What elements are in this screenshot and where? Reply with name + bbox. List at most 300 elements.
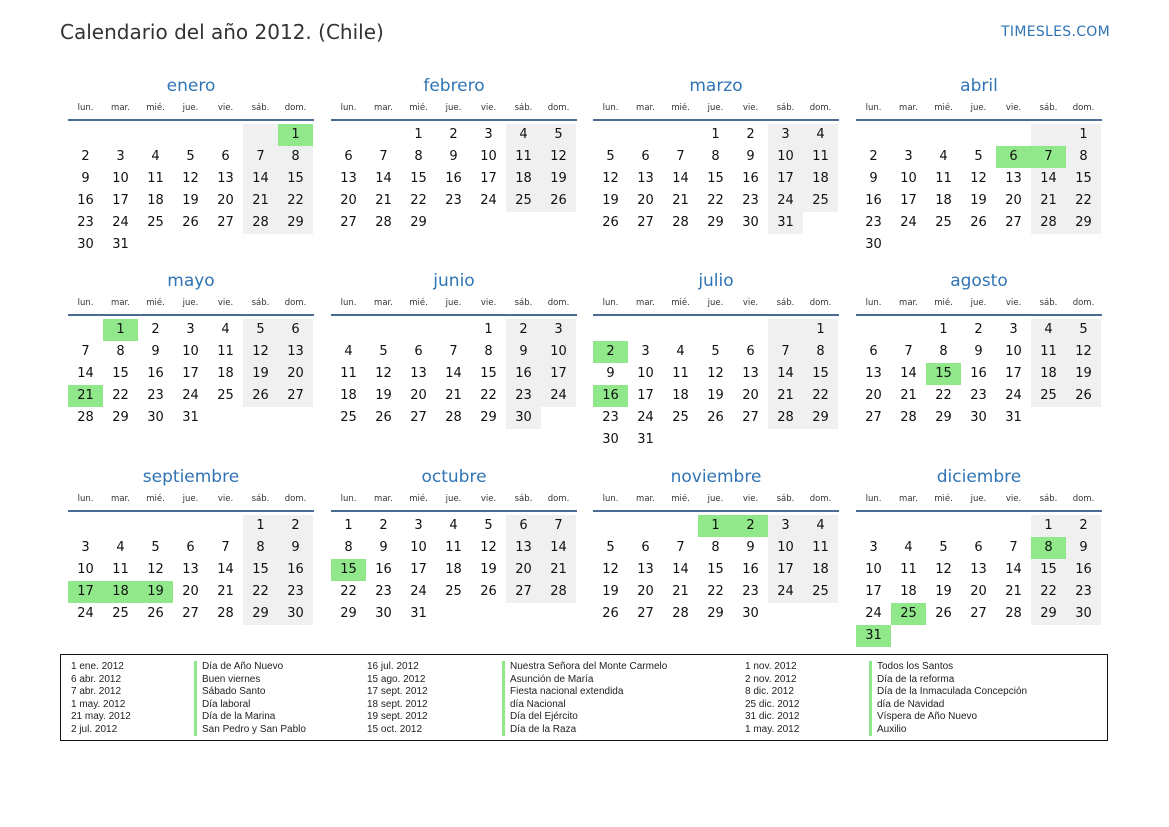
day-cell: 31 [637,432,654,447]
day-cell: 5 [974,149,983,164]
day-cell: 7 [541,515,576,537]
day-cell: 30 [742,606,759,621]
weekday-label: mié. [934,103,953,113]
day-cell: 4 [904,540,913,555]
day-cell: 6 [641,540,650,555]
day-cell: 6 [974,540,983,555]
day-cell: 6 [641,149,650,164]
weekday-label: lun. [340,298,357,308]
legend-date: 21 may. 2012 [71,711,131,722]
day-cell: 19 [1066,363,1101,385]
weekday-label: lun. [602,103,619,113]
day-cell: 26 [541,190,576,212]
day-cell: 31 [112,237,129,252]
weekday-label: mié. [409,494,428,504]
day-cell-empty [698,319,733,341]
day-cell: 20 [278,363,313,385]
day-cell: 17 [768,168,803,190]
day-cell: 31 [182,410,199,425]
weekday-label: mar. [374,494,393,504]
legend-holiday-name: Día de la Marina [194,711,306,724]
day-cell: 28 [541,581,576,603]
day-cell: 18 [935,193,952,208]
day-cell: 16 [865,193,882,208]
day-cell: 23 [970,388,987,403]
day-cell: 21 [375,193,392,208]
day-grid [68,319,314,429]
weekday-label: jue. [445,103,462,113]
weekday-label: jue. [970,103,987,113]
weekday-label: sáb. [776,298,795,308]
day-cell: 29 [935,410,952,425]
day-cell: 29 [707,215,724,230]
weekday-label: mar. [111,103,130,113]
day-cell: 29 [1066,212,1101,234]
day-cell: 19 [375,388,392,403]
weekday-label: sáb. [514,298,533,308]
legend-dates-col-2 [367,661,428,736]
day-cell: 22 [480,388,497,403]
weekday-label: mar. [636,103,655,113]
day-cell: 5 [379,344,388,359]
month-name: febrero [423,76,485,96]
day-cell: 3 [904,149,913,164]
weekday-label: mié. [934,298,953,308]
day-cell-empty [68,319,103,341]
weekday-label: sáb. [1039,103,1058,113]
day-cell: 10 [900,171,917,186]
day-cell-empty [173,515,208,537]
day-cell: 29 [803,407,838,429]
day-cell-empty [961,124,996,146]
day-cell: 14 [243,168,278,190]
weekday-label: vie. [480,298,497,308]
day-grid [856,124,1102,256]
day-cell: 10 [410,540,427,555]
day-cell-empty [1066,625,1101,647]
day-cell: 11 [217,344,234,359]
month-septiembre [68,465,314,625]
day-cell: 29 [1031,603,1066,625]
day-cell: 29 [410,215,427,230]
day-cell: 10 [480,149,497,164]
holiday-day-cell: 31 [856,625,891,647]
legend-holiday-name: Día de la reforma [869,674,1027,687]
day-cell-empty [628,319,663,341]
day-cell-empty [243,234,278,256]
day-cell: 1 [484,322,493,337]
day-cell: 13 [637,562,654,577]
weekday-label: sáb. [514,494,533,504]
day-cell: 9 [278,537,313,559]
day-cell: 4 [1031,319,1066,341]
day-cell: 14 [77,366,94,381]
weekday-header [593,295,839,316]
day-cell: 14 [900,366,917,381]
weekday-label: mar. [899,103,918,113]
day-cell-empty [768,319,803,341]
day-cell: 28 [375,215,392,230]
weekday-label: jue. [182,298,199,308]
day-grid [593,124,839,234]
weekday-label: vie. [742,103,759,113]
day-cell: 5 [1066,319,1101,341]
weekday-label: mié. [934,494,953,504]
day-cell-empty [208,407,243,429]
day-cell: 6 [746,344,755,359]
month-name: julio [698,271,734,291]
weekday-label: jue. [707,494,724,504]
day-cell: 6 [186,540,195,555]
legend-date: 7 abr. 2012 [71,686,122,697]
day-cell-empty [541,212,576,234]
day-cell: 2 [1066,515,1101,537]
weekday-label: mié. [409,103,428,113]
day-cell: 13 [340,171,357,186]
weekday-header [856,295,1102,316]
holiday-day-cell: 7 [1031,146,1066,168]
day-cell: 8 [243,537,278,559]
day-cell-empty [926,234,961,256]
day-cell: 1 [344,518,353,533]
weekday-label: dom. [1072,103,1095,113]
day-cell-empty [243,124,278,146]
brand-link[interactable]: TIMESLES.COM [1001,24,1110,40]
day-cell-empty [926,515,961,537]
day-cell-empty [961,625,996,647]
month-octubre [331,465,577,625]
day-cell: 23 [742,584,759,599]
day-cell: 26 [935,606,952,621]
holiday-day-cell: 1 [103,319,138,341]
day-grid [68,515,314,625]
day-cell-empty [243,407,278,429]
day-cell: 3 [541,319,576,341]
day-cell: 22 [340,584,357,599]
day-cell: 27 [970,606,987,621]
day-cell: 15 [480,366,497,381]
day-cell: 9 [1066,537,1101,559]
day-cell: 9 [379,540,388,555]
day-cell: 30 [77,237,94,252]
day-cell: 9 [449,149,458,164]
legend-date: 1 ene. 2012 [71,661,124,672]
day-grid [856,319,1102,429]
day-cell-empty [208,234,243,256]
day-cell-empty [803,429,838,451]
month-marzo [593,74,839,234]
day-cell-empty [768,429,803,451]
day-cell-empty [138,234,173,256]
day-cell: 8 [711,149,720,164]
day-cell: 7 [768,341,803,363]
day-cell: 15 [243,559,278,581]
legend-date: 19 sept. 2012 [367,711,428,722]
weekday-label: dom. [809,494,832,504]
day-cell: 22 [803,385,838,407]
day-cell-empty [1066,234,1101,256]
day-cell-empty [961,234,996,256]
day-cell-empty [926,124,961,146]
day-cell: 14 [672,562,689,577]
day-cell: 1 [1066,124,1101,146]
day-cell: 15 [1066,168,1101,190]
legend-date: 8 dic. 2012 [745,686,794,697]
day-cell: 19 [602,193,619,208]
day-cell-empty [733,429,768,451]
weekday-label: sáb. [251,103,270,113]
day-cell: 4 [151,149,160,164]
weekday-label: lun. [602,298,619,308]
day-cell: 23 [375,584,392,599]
day-cell: 24 [410,584,427,599]
day-cell: 12 [243,341,278,363]
day-cell: 6 [506,515,541,537]
legend-holiday-name: Día laboral [194,699,306,712]
weekday-label: dom. [284,298,307,308]
day-cell: 19 [970,193,987,208]
day-cell: 10 [112,171,129,186]
legend-date: 1 may. 2012 [745,723,800,735]
weekday-label: sáb. [776,494,795,504]
day-cell: 29 [340,606,357,621]
day-cell: 25 [803,581,838,603]
day-cell: 22 [112,388,129,403]
day-cell: 27 [278,385,313,407]
legend-holiday-name: Víspera de Año Nuevo [869,711,1027,724]
day-cell-empty [593,319,628,341]
month-name: junio [433,271,475,291]
day-cell: 11 [803,537,838,559]
day-cell: 19 [602,584,619,599]
weekday-header [331,100,577,121]
holiday-day-cell: 15 [331,559,366,581]
day-cell: 25 [445,584,462,599]
day-cell: 24 [182,388,199,403]
day-cell: 20 [742,388,759,403]
day-cell: 4 [803,515,838,537]
month-name: agosto [950,271,1008,291]
day-cell: 19 [935,584,952,599]
day-cell-empty [138,515,173,537]
day-cell: 25 [217,388,234,403]
day-cell: 11 [112,562,129,577]
legend-date: 15 ago. 2012 [367,673,426,685]
day-cell-empty [1031,234,1066,256]
weekday-label: dom. [1072,298,1095,308]
weekday-label: vie. [217,103,234,113]
day-cell: 17 [900,193,917,208]
legend-holiday-name: Asunción de María [502,674,667,687]
day-cell: 30 [278,603,313,625]
day-cell: 23 [278,581,313,603]
day-cell-empty [173,124,208,146]
day-cell: 3 [768,515,803,537]
day-cell: 25 [935,215,952,230]
day-cell: 23 [865,215,882,230]
month-enero [68,74,314,256]
day-cell: 12 [1066,341,1101,363]
day-cell-empty [436,603,471,625]
weekday-label: dom. [284,494,307,504]
day-grid [331,124,577,234]
day-cell: 27 [865,410,882,425]
day-cell: 20 [340,193,357,208]
day-cell: 21 [672,193,689,208]
day-grid [331,319,577,429]
day-cell: 2 [974,322,983,337]
legend-holiday-name: Todos los Santos [869,661,1027,674]
holiday-day-cell: 1 [278,124,313,146]
day-cell: 16 [77,193,94,208]
holiday-day-cell: 25 [891,603,926,625]
day-cell: 3 [641,344,650,359]
day-cell: 18 [506,168,541,190]
weekday-label: dom. [809,103,832,113]
day-cell: 9 [81,171,90,186]
holiday-day-cell: 2 [733,515,768,537]
day-cell-empty [593,515,628,537]
weekday-label: mié. [671,494,690,504]
day-cell: 7 [449,344,458,359]
day-cell: 14 [768,363,803,385]
legend-date: 31 dic. 2012 [745,711,800,722]
day-cell: 22 [410,193,427,208]
day-cell: 9 [151,344,160,359]
day-cell-empty [996,234,1031,256]
day-cell-empty [856,515,891,537]
day-cell: 29 [278,212,313,234]
day-cell: 27 [1005,215,1022,230]
day-cell: 2 [449,127,458,142]
month-junio [331,269,577,429]
legend-holiday-name: Día del Ejército [502,711,667,724]
day-cell-empty [996,515,1031,537]
day-cell: 12 [935,562,952,577]
day-cell: 16 [506,363,541,385]
day-cell: 19 [541,168,576,190]
day-cell-empty [663,429,698,451]
day-cell: 29 [112,410,129,425]
day-cell: 10 [768,146,803,168]
day-cell-empty [1031,625,1066,647]
day-cell: 14 [1005,562,1022,577]
day-cell: 8 [116,344,125,359]
weekday-label: vie. [217,298,234,308]
day-cell-empty [471,603,506,625]
legend-date: 25 dic. 2012 [745,698,800,710]
day-cell: 10 [865,562,882,577]
day-cell-empty [401,319,436,341]
day-cell: 26 [375,410,392,425]
day-cell: 27 [742,410,759,425]
weekday-label: mar. [899,298,918,308]
day-cell: 3 [1009,322,1018,337]
day-cell: 23 [77,215,94,230]
day-cell: 14 [375,171,392,186]
day-cell: 23 [602,410,619,425]
day-cell-empty [663,319,698,341]
legend-date: 16 jul. 2012 [367,661,419,672]
day-cell: 27 [637,215,654,230]
day-cell: 30 [602,432,619,447]
day-cell: 24 [541,385,576,407]
day-cell-empty [733,319,768,341]
day-cell: 21 [768,385,803,407]
day-cell-empty [1031,124,1066,146]
day-cell: 4 [676,344,685,359]
day-cell-empty [628,515,663,537]
day-cell: 5 [484,518,493,533]
weekday-label: vie. [742,298,759,308]
day-cell: 28 [672,606,689,621]
day-cell: 10 [77,562,94,577]
day-cell: 30 [970,410,987,425]
day-cell: 14 [541,537,576,559]
day-cell: 18 [803,168,838,190]
day-cell: 25 [1031,385,1066,407]
holiday-day-cell: 15 [926,363,961,385]
day-cell: 22 [1066,190,1101,212]
weekday-label: mié. [409,298,428,308]
day-cell: 12 [707,366,724,381]
holiday-day-cell: 2 [593,341,628,363]
day-cell: 16 [742,562,759,577]
day-cell: 26 [1066,385,1101,407]
day-cell: 6 [869,344,878,359]
day-cell: 28 [77,410,94,425]
weekday-label: mié. [146,103,165,113]
day-cell: 19 [480,562,497,577]
weekday-header [331,491,577,512]
day-cell: 3 [484,127,493,142]
day-cell: 20 [182,584,199,599]
day-cell: 22 [707,193,724,208]
day-cell: 12 [147,562,164,577]
day-cell: 15 [1031,559,1066,581]
weekday-label: mar. [374,103,393,113]
day-cell: 14 [217,562,234,577]
month-febrero [331,74,577,234]
day-cell: 10 [541,341,576,363]
weekday-label: vie. [217,494,234,504]
day-cell: 17 [182,366,199,381]
day-cell: 11 [803,146,838,168]
day-cell: 24 [1005,388,1022,403]
day-cell: 10 [637,366,654,381]
legend-holiday-name: día de Navidad [869,699,1027,712]
day-cell: 17 [637,388,654,403]
day-cell: 13 [1005,171,1022,186]
day-cell: 1 [711,127,720,142]
day-cell: 17 [541,363,576,385]
day-cell: 13 [410,366,427,381]
weekday-label: jue. [970,494,987,504]
day-cell: 17 [112,193,129,208]
day-cell: 26 [480,584,497,599]
legend-holiday-name: Día de la Raza [502,724,667,737]
day-cell: 24 [77,606,94,621]
weekday-header [856,100,1102,121]
day-cell: 12 [602,562,619,577]
day-cell: 7 [676,149,685,164]
day-cell: 13 [217,171,234,186]
day-cell-empty [278,407,313,429]
day-cell: 1 [803,319,838,341]
day-cell: 20 [1005,193,1022,208]
day-cell-empty [663,515,698,537]
day-cell: 21 [1005,584,1022,599]
